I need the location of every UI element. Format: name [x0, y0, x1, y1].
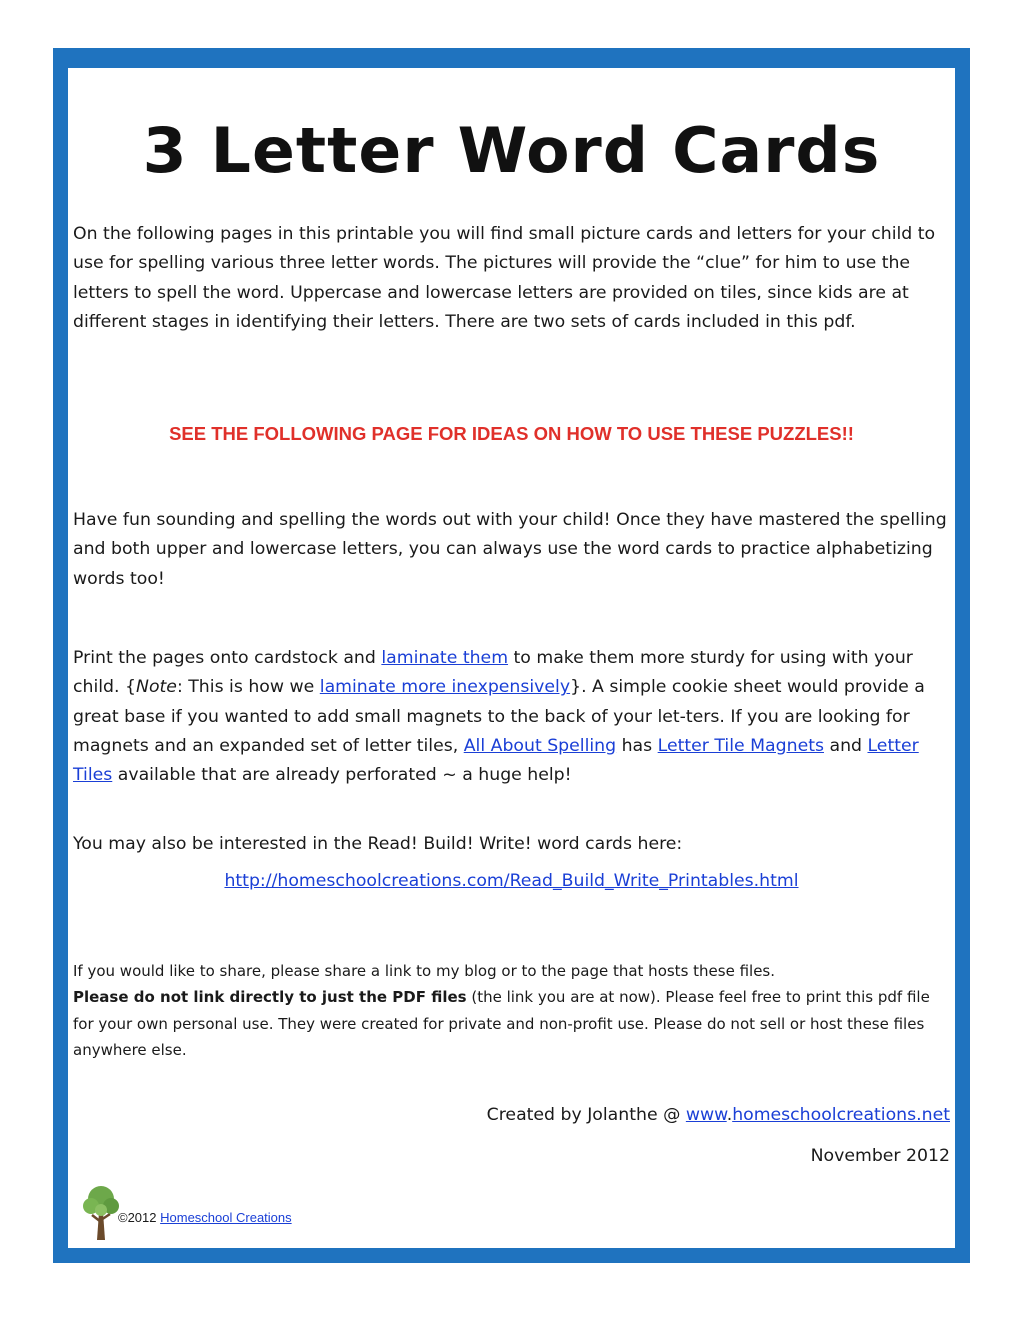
signature-dot: .	[726, 1105, 733, 1125]
print-text-7: available that are already perforated ~ a huge help!	[112, 765, 572, 786]
print-text-1: Print the pages onto cardstock and	[73, 648, 382, 668]
letter-tiles-link[interactable]: Letter Tiles	[73, 735, 919, 786]
print-paragraph	[73, 644, 951, 790]
homeschoolcreations-link[interactable]: homeschoolcreations.net	[732, 1105, 950, 1125]
footer-homeschool-creations-link[interactable]: Homeschool Creations	[160, 1210, 292, 1225]
instructions-heading: SEE THE FOLLOWING PAGE FOR IDEAS ON HOW TO USE THESE PUZZLES!!	[169, 423, 854, 444]
print-text-6: and	[823, 735, 868, 756]
share-text-2: (the link you are at now). Please feel free to print this pdf file for your own personal use. They were created for private and non-profit use. Please do not sell or host these files anywhere else.	[73, 988, 930, 1059]
signature-prefix: Created by Jolanthe @	[486, 1105, 686, 1125]
read-build-write-link[interactable]: http://homeschoolcreations.com/Read_Build_Write_Printables.html	[224, 871, 799, 891]
note-label: Note	[136, 677, 177, 698]
read-build-write-url-container	[68, 871, 955, 891]
laminate-them-link[interactable]: laminate them	[381, 648, 509, 668]
interest-paragraph: You may also be interested in the Read! Build! Write! word cards here:	[73, 834, 683, 854]
print-text-4: }. A simple cookie sheet would provide a great base if you wanted to add small magnets to the back of your let-ters. If you are looking for magnets and an expanded set of letter tiles,	[73, 677, 925, 756]
share-text-1: If you would like to share, please share a link to my blog or to the page that hosts these files.	[73, 962, 776, 980]
share-warning: Please do not link directly to just the PDF files	[73, 988, 467, 1007]
print-text-2: to make them more sturdy for using with your child. {	[73, 648, 913, 698]
footer-copyright: ©2012	[118, 1210, 161, 1225]
all-about-spelling-link[interactable]: All About Spelling	[463, 735, 617, 756]
print-text-5: has	[616, 735, 658, 756]
fun-paragraph: Have fun sounding and spelling the words out with your child! Once they have mastered the spelling and both upper and lowercase letters, you can always use the word cards to practice alphabetizing words too!	[73, 510, 947, 589]
laminate-inexpensively-link[interactable]: laminate more inexpensively	[319, 677, 571, 698]
page-title: 3 Letter Word Cards	[142, 114, 881, 187]
letter-tile-magnets-link[interactable]: Letter Tile Magnets	[657, 735, 824, 756]
signature-line	[487, 1105, 950, 1125]
print-text-3: : This is how we	[176, 677, 320, 698]
date-line: November 2012	[810, 1146, 950, 1166]
page-border	[53, 48, 970, 1263]
www-link[interactable]: www	[685, 1105, 727, 1125]
footer	[118, 1210, 292, 1225]
tree-logo-icon	[80, 1182, 122, 1242]
share-paragraph	[73, 958, 951, 1063]
page-content	[68, 68, 955, 1248]
intro-paragraph: On the following pages in this printable you will find small picture cards and letters for your child to use for spelling various three letter words. The pictures will provide the “clue” for him to use the letters to spell the word. Uppercase and lowercase letters are provided on tiles, since kids are at different stages in identifying their letters. There are two sets of cards included in this pdf.	[73, 224, 936, 332]
